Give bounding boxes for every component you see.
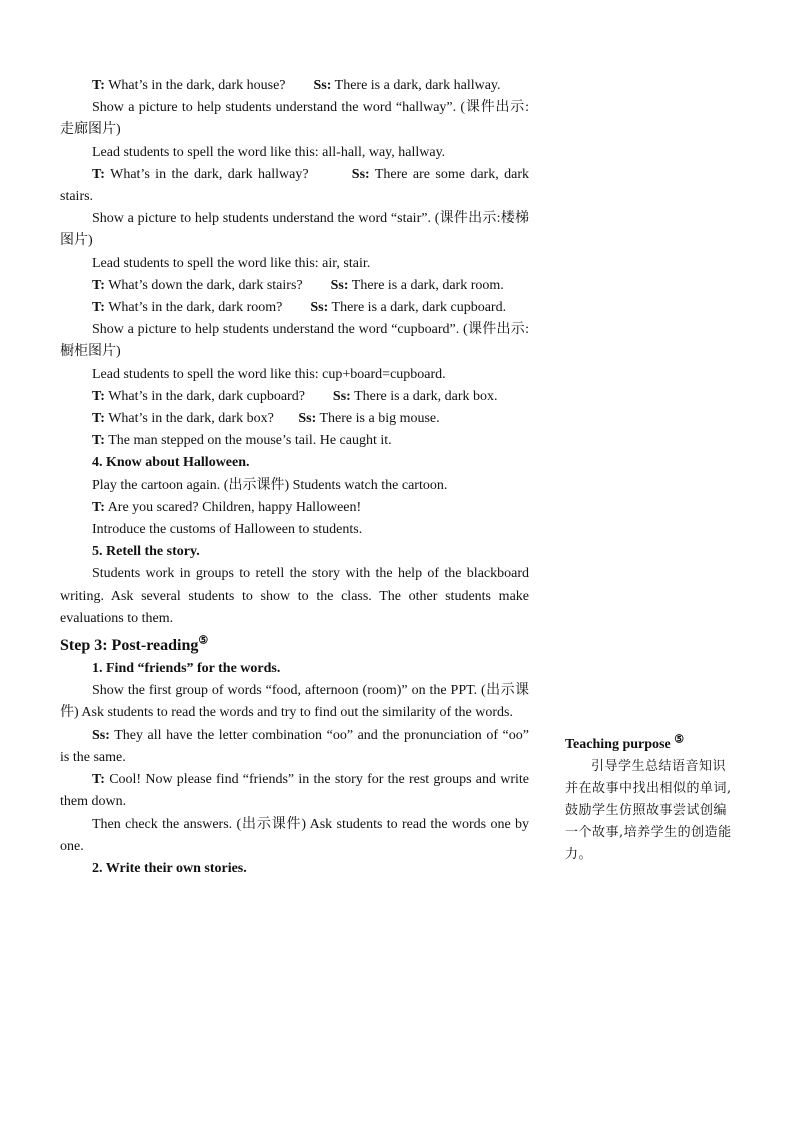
line-text: What’s in the dark, dark box? [104, 411, 299, 427]
speaker-label: T: [92, 499, 105, 515]
paragraph [60, 680, 529, 724]
dialogue-line [60, 275, 529, 297]
speaker-label: T: [92, 78, 105, 93]
step-title: Step 3: Post-reading [60, 637, 199, 655]
paragraph [60, 475, 529, 497]
dialogue-line [60, 164, 529, 208]
line-text: What’s in the dark, dark house? [104, 78, 314, 93]
dialogue-line [60, 430, 529, 452]
paragraph [60, 97, 529, 141]
speaker-label: Ss: [351, 166, 370, 182]
teaching-purpose-text: 引导学生总结语音知识并在故事中找出相似的单词,鼓励学生仿照故事尝试创编一个故事,培养学生的创造能力。 [565, 759, 732, 862]
speaker-label: T: [92, 433, 105, 449]
speaker-label: T: [92, 277, 105, 293]
line-text: Show a picture to help students understand the word “hallway”. (课件出示:走廊图片) [60, 100, 529, 138]
step-heading [60, 634, 529, 658]
paragraph [60, 253, 529, 275]
line-text: Introduce the customs of Halloween to students. [92, 522, 363, 538]
paragraph [60, 364, 529, 386]
reply-text: There are some dark, dark stairs. [60, 166, 529, 205]
speaker-label: T: [92, 411, 105, 427]
paragraph [60, 319, 529, 363]
footnote-mark: ⑤ [198, 634, 209, 647]
lesson-plan-body [60, 75, 533, 880]
line-text: Show the first group of words “food, afternoon (room)” on the PPT. (出示课件) Ask students to read the words and try to find out the similarity of the words. [60, 683, 529, 721]
line-text: Lead students to spell the word like this: all-hall, way, hallway. [92, 144, 446, 160]
line-text: What’s down the dark, dark stairs? [104, 277, 331, 293]
line-text: Lead students to spell the word like this: air, stair. [92, 255, 371, 271]
footnote-mark: ⑤ [674, 733, 685, 746]
teaching-purpose-label: Teaching purpose [565, 737, 671, 752]
line-text: The man stepped on the mouse’s tail. He caught it. [104, 433, 392, 449]
reply-text: There is a dark, dark room. [348, 277, 504, 293]
line-text: What’s in the dark, dark cupboard? [104, 388, 333, 404]
speaker-label: T: [92, 388, 105, 404]
speaker-label: Ss: [310, 300, 329, 316]
paragraph [60, 519, 529, 541]
paragraph [60, 814, 533, 858]
line-text: Are you scared? Children, happy Halloween! [104, 499, 362, 515]
speaker-label: T: [92, 300, 105, 316]
speaker-label: T: [92, 772, 105, 788]
line-text: What’s in the dark, dark hallway? [104, 166, 352, 182]
speaker-label: Ss: [298, 411, 317, 427]
section-heading: 4. Know about Halloween. [92, 455, 250, 471]
dialogue-line [60, 725, 533, 769]
reply-text: There is a dark, dark hallway. [331, 78, 501, 93]
line-text: Show a picture to help students understand the word “stair”. (课件出示:楼梯图片) [60, 211, 529, 249]
step3-content [60, 658, 533, 880]
line-text: Play the cartoon again. (出示课件) Students watch the cartoon. [92, 477, 448, 493]
line-text: What’s in the dark, dark room? [104, 300, 311, 316]
step2-continued [60, 75, 533, 630]
teaching-purpose-note [565, 734, 737, 866]
paragraph [60, 563, 533, 630]
line-text: Students work in groups to retell the story with the help of the blackboard writing. Ask several students to show to the class. The other students make evaluations to them. [60, 566, 533, 626]
speaker-label: T: [92, 166, 105, 182]
section-heading: 1. Find “friends” for the words. [92, 661, 281, 677]
speaker-label: Ss: [92, 727, 110, 743]
teaching-purpose-title [565, 734, 737, 756]
reply-text: There is a big mouse. [316, 411, 440, 427]
dialogue-line [60, 75, 529, 97]
paragraph [60, 208, 529, 252]
line-text: Then check the answers. (出示课件) Ask students to read the words one by one. [60, 816, 533, 854]
line-text: Show a picture to help students understand the word “cupboard”. (课件出示:橱柜图片) [60, 322, 529, 360]
section-heading: 2. Write their own stories. [92, 860, 247, 876]
reply-text: There is a dark, dark box. [350, 388, 498, 404]
dialogue-line [60, 769, 533, 813]
line-text: They all have the letter combination “oo” and the pronunciation of “oo” is the same. [60, 727, 533, 765]
speaker-label: Ss: [313, 78, 332, 93]
section-heading: 5. Retell the story. [92, 544, 200, 560]
dialogue-line [60, 408, 529, 430]
speaker-label: Ss: [330, 277, 349, 293]
dialogue-line [60, 297, 529, 319]
line-text: Lead students to spell the word like this: cup+board=cupboard. [92, 366, 446, 382]
speaker-label: Ss: [332, 388, 351, 404]
reply-text: There is a dark, dark cupboard. [328, 300, 507, 316]
dialogue-line [60, 497, 529, 519]
dialogue-line [60, 386, 529, 408]
paragraph [60, 142, 529, 164]
line-text: Cool! Now please find “friends” in the story for the rest groups and write them down. [60, 772, 533, 810]
